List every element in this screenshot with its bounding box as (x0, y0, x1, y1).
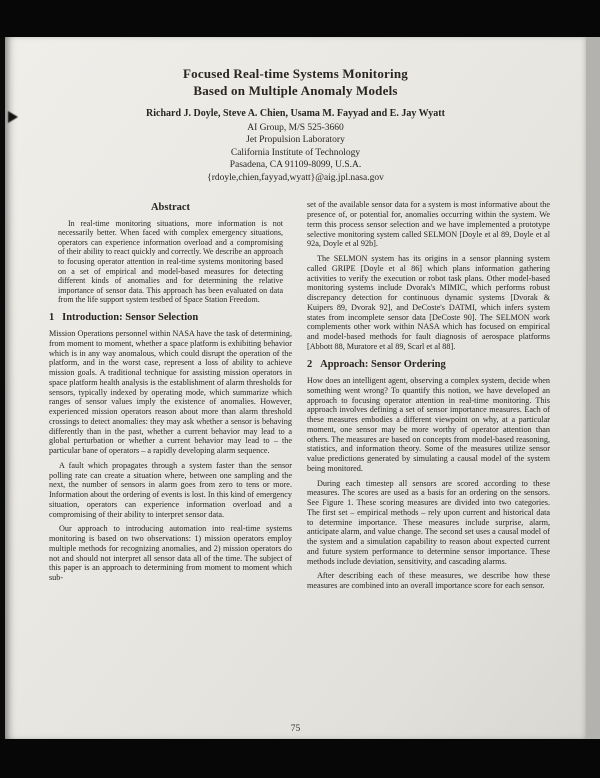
affiliation-email: {rdoyle,chien,fayyad,wyatt}@aig.jpl.nasa.gov (207, 172, 384, 183)
paper-title-line1: Focused Real-time Systems Monitoring (183, 66, 408, 81)
paragraph: Our approach to introducing automation into real-time systems monitoring is based on two observations: 1) mission operators employ multiple methods for recognizing anomalies, and 2) mission operators do not and should not interpret all sensor data all of the time. The subject of this paper is an approach to determining from moment to moment which sub- (49, 524, 292, 583)
paragraph: A fault which propagates through a system faster than the sensor polling rate can create a situation where, between one sampling and the next, the number of sensors in alarm goes from zero to tens or more. Information about the ordering of events is lost. In this kind of emergency situation, operators can experience information overload and a compromising of their ability to interpret sensor data. (49, 460, 292, 519)
paragraph: During each timestep all sensors are scored according to these measures. The scores are used as a basis for an ordering on the sensors. See Figure 1. These scoring measures are divided into two categories. The first set – empirical methods – rely upon current and historical data to determine importance. These measures include surprise, alarm, anticipate alarm, and value change. The second set uses a causal model of the system and a simulation capability to reason about expected current and future system performance to determine sensor importance. These methods include deviation, sensitivity, and cascading alarms. (307, 478, 550, 566)
abstract-text: In real-time monitoring situations, more information is not necessarily better. When faced with complex emergency situations, operators can experience information overload and a compromising of their ability to react quickly and correctly. We describe an approach to focusing operator attention in real-time systems monitoring based on a set of empirical and model-based measures for detecting different kinds of anomalies and for determining the relative importance of sensor data. This approach has been evaluated on data from the life support system testbed of Space Station Freedom. (58, 218, 283, 305)
paragraph: The SELMON system has its origins in a sensor planning system called GRIPE [Doyle et al 86] which plans information gathering activities to verify the execution or robot task plans. Other model-based monitoring systems include Dvorak's MIMIC, which performs robust discrepancy detection for continuous dynamic systems [Dvorak & Kuipers 89, Dvorak 92], and DeCoste's DATMI, which infers system states from incomplete sensor data [DeCoste 90]. The SELMON work complements other work within NASA which has focused on empirical and model-based methods for fault diagnosis of aerospace platforms [Abbott 88, Muratore et al 89, Scarl et al 88]. (307, 254, 550, 351)
paragraph: Mission Operations personnel within NASA have the task of determining, from moment to moment, whether a space platform is exhibiting behavior which is in any way anomalous, which could disrupt the operation of the platform, and in the worst case, represent a loss of ability to achieve mission goals. A traditional technique for assisting mission operators in space platform health analysis is the establishment of alarm thresholds for sensors, typically indexed by operating mode, which summarize which ranges of sensor values imply the existence of anomalies. However, experienced mission operators reason about more than alarm threshold crossings to detect anomalies: they may ask whether a sensor is behaving differently than in the past, whether a current behavior may lead to a global perturbation or whether a current behavior may lead to – the particular bane of operators – a rapidly developing alarm sequence. (49, 329, 292, 456)
section-2-heading: 2 Approach: Sensor Ordering (307, 358, 446, 370)
paper-title (5, 66, 586, 100)
paragraph: set of the available sensor data for a system is most informative about the presence of, or potential for, anomalies occurring within the system. We term this process sensor selection and we have implemented a prototype selective monitoring system called SELMON [Doyle et al 89, Doyle et al 92a, Doyle et al 92b]. (307, 200, 550, 249)
paper-title-line2: Based on Multiple Anomaly Models (193, 82, 398, 98)
right-column (307, 200, 550, 595)
section-1-heading: 1 Introduction: Sensor Selection (49, 311, 199, 323)
two-column-body (5, 184, 586, 595)
affiliation-line: California Institute of Technology (230, 147, 361, 158)
scan-right-strip (586, 37, 600, 739)
affiliation-line: AI Group, M/S 525-3660 (247, 122, 344, 133)
affiliation-line: Jet Propulsion Laboratory (246, 135, 345, 146)
authors-line: Richard J. Doyle, Steve A. Chien, Usama M. Fayyad and E. Jay Wyatt (146, 107, 445, 119)
abstract-heading: Abstract (150, 202, 191, 214)
affiliation-line: Pasadena, CA 91109-8099, U.S.A. (229, 160, 362, 171)
scan-bottom-band (0, 739, 600, 778)
affiliation-block (5, 122, 586, 185)
scan-top-band (0, 0, 600, 37)
page-number: 75 (290, 724, 301, 734)
paragraph: How does an intelligent agent, observing a complex system, decide when something went wrong? To quantify this notion, we have developed an approach to focusing operator attention in real-time monitoring. This approach involves defining a set of sensor importance measures. Each of these measures embodies a different viewpoint on why, at a particular moment, one sensor may be more worthy of operator attention than others. The measures are based on concepts from model-based reasoning, statistics, and information theory. Some of the measures utilize sensor value predictions generated by simulating a causal model of the system being monitored. (307, 376, 550, 473)
scan-mark (8, 111, 18, 123)
left-column (49, 200, 292, 595)
paper-page (5, 37, 586, 739)
paragraph: After describing each of these measures, we describe how these measures are combined into an overall importance score for each sensor. (307, 571, 550, 591)
